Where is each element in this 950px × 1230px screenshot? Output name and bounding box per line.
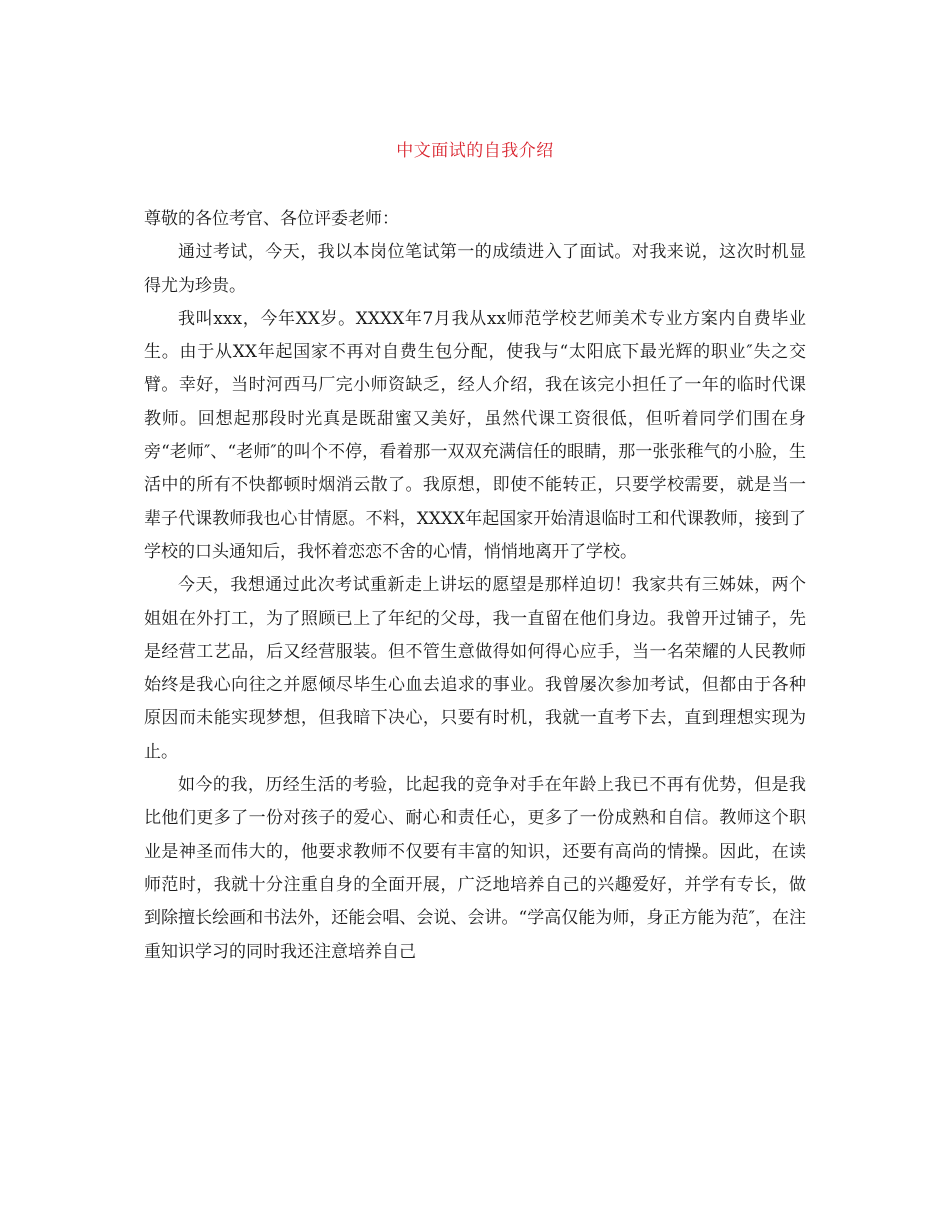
document-title: 中文面试的自我介绍: [396, 141, 554, 161]
paragraph-3: 今天，我想通过此次考试重新走上讲坛的愿望是那样迫切！我家共有三姊妹，两个姐姐在外打工，为了照顾已上了年纪的父母，我一直留在他们身边。我曾开过铺子，先是经营工艺品，后又经营服装。但不管生意做得如何得心应手，当一名荣耀的人民教师始终是我心向往之并愿倾尽毕生心血去追求的事业。我曾屡次参加考试，但都由于各种原因而未能实现梦想，但我暗下决心，只要有时机，我就一直考下去，直到理想实现为止。: [144, 575, 806, 762]
paragraph-2: 我叫xxx，今年XX岁。XXXX年7月我从xx师范学校艺师美术专业方案内自费毕业生。由于从XX年起国家不再对自费生包分配，使我与“太阳底下最光辉的职业″失之交臂。幸好，当时河西马厂完小师资缺乏，经人介绍，我在该完小担任了一年的临时代课教师。回想起那段时光真是既甜蜜又美好，虽然代课工资很低，但听着同学们围在身旁“老师″、“老师″的叫个不停，看着那一双双充满信任的眼睛，那一张张稚气的小脸，生活中的所有不快都顿时烟消云散了。我原想，即使不能转正，只要学校需要，就是当一辈子代课教师我也心甘情愿。不料，XXXX年起国家开始清退临时工和代课教师，接到了学校的口头通知后，我怀着恋恋不舍的心情，悄悄地离开了学校。: [144, 308, 806, 562]
paragraph-4: 如今的我，历经生活的考验，比起我的竞争对手在年龄上我已不再有优势，但是我比他们更多了一份对孩子的爱心、耐心和责任心，更多了一份成熟和自信。教师这个职业是神圣而伟大的，他要求教师不仅要有丰富的知识，还要有高尚的情操。因此，在读师范时，我就十分注重自身的全面开展，广泛地培养自己的兴趣爱好，并学有专长，做到除擅长绘画和书法外，还能会唱、会说、会讲。“学高仅能为师，身正方能为范″，在注重知识学习的同时我还注意培养自己: [144, 775, 806, 962]
salutation: 尊敬的各位考官、各位评委老师：: [144, 209, 399, 229]
paragraph-1: 通过考试，今天，我以本岗位笔试第一的成绩进入了面试。对我来说，这次时机显得尤为珍贵。: [144, 242, 806, 296]
document-body: [144, 203, 806, 969]
